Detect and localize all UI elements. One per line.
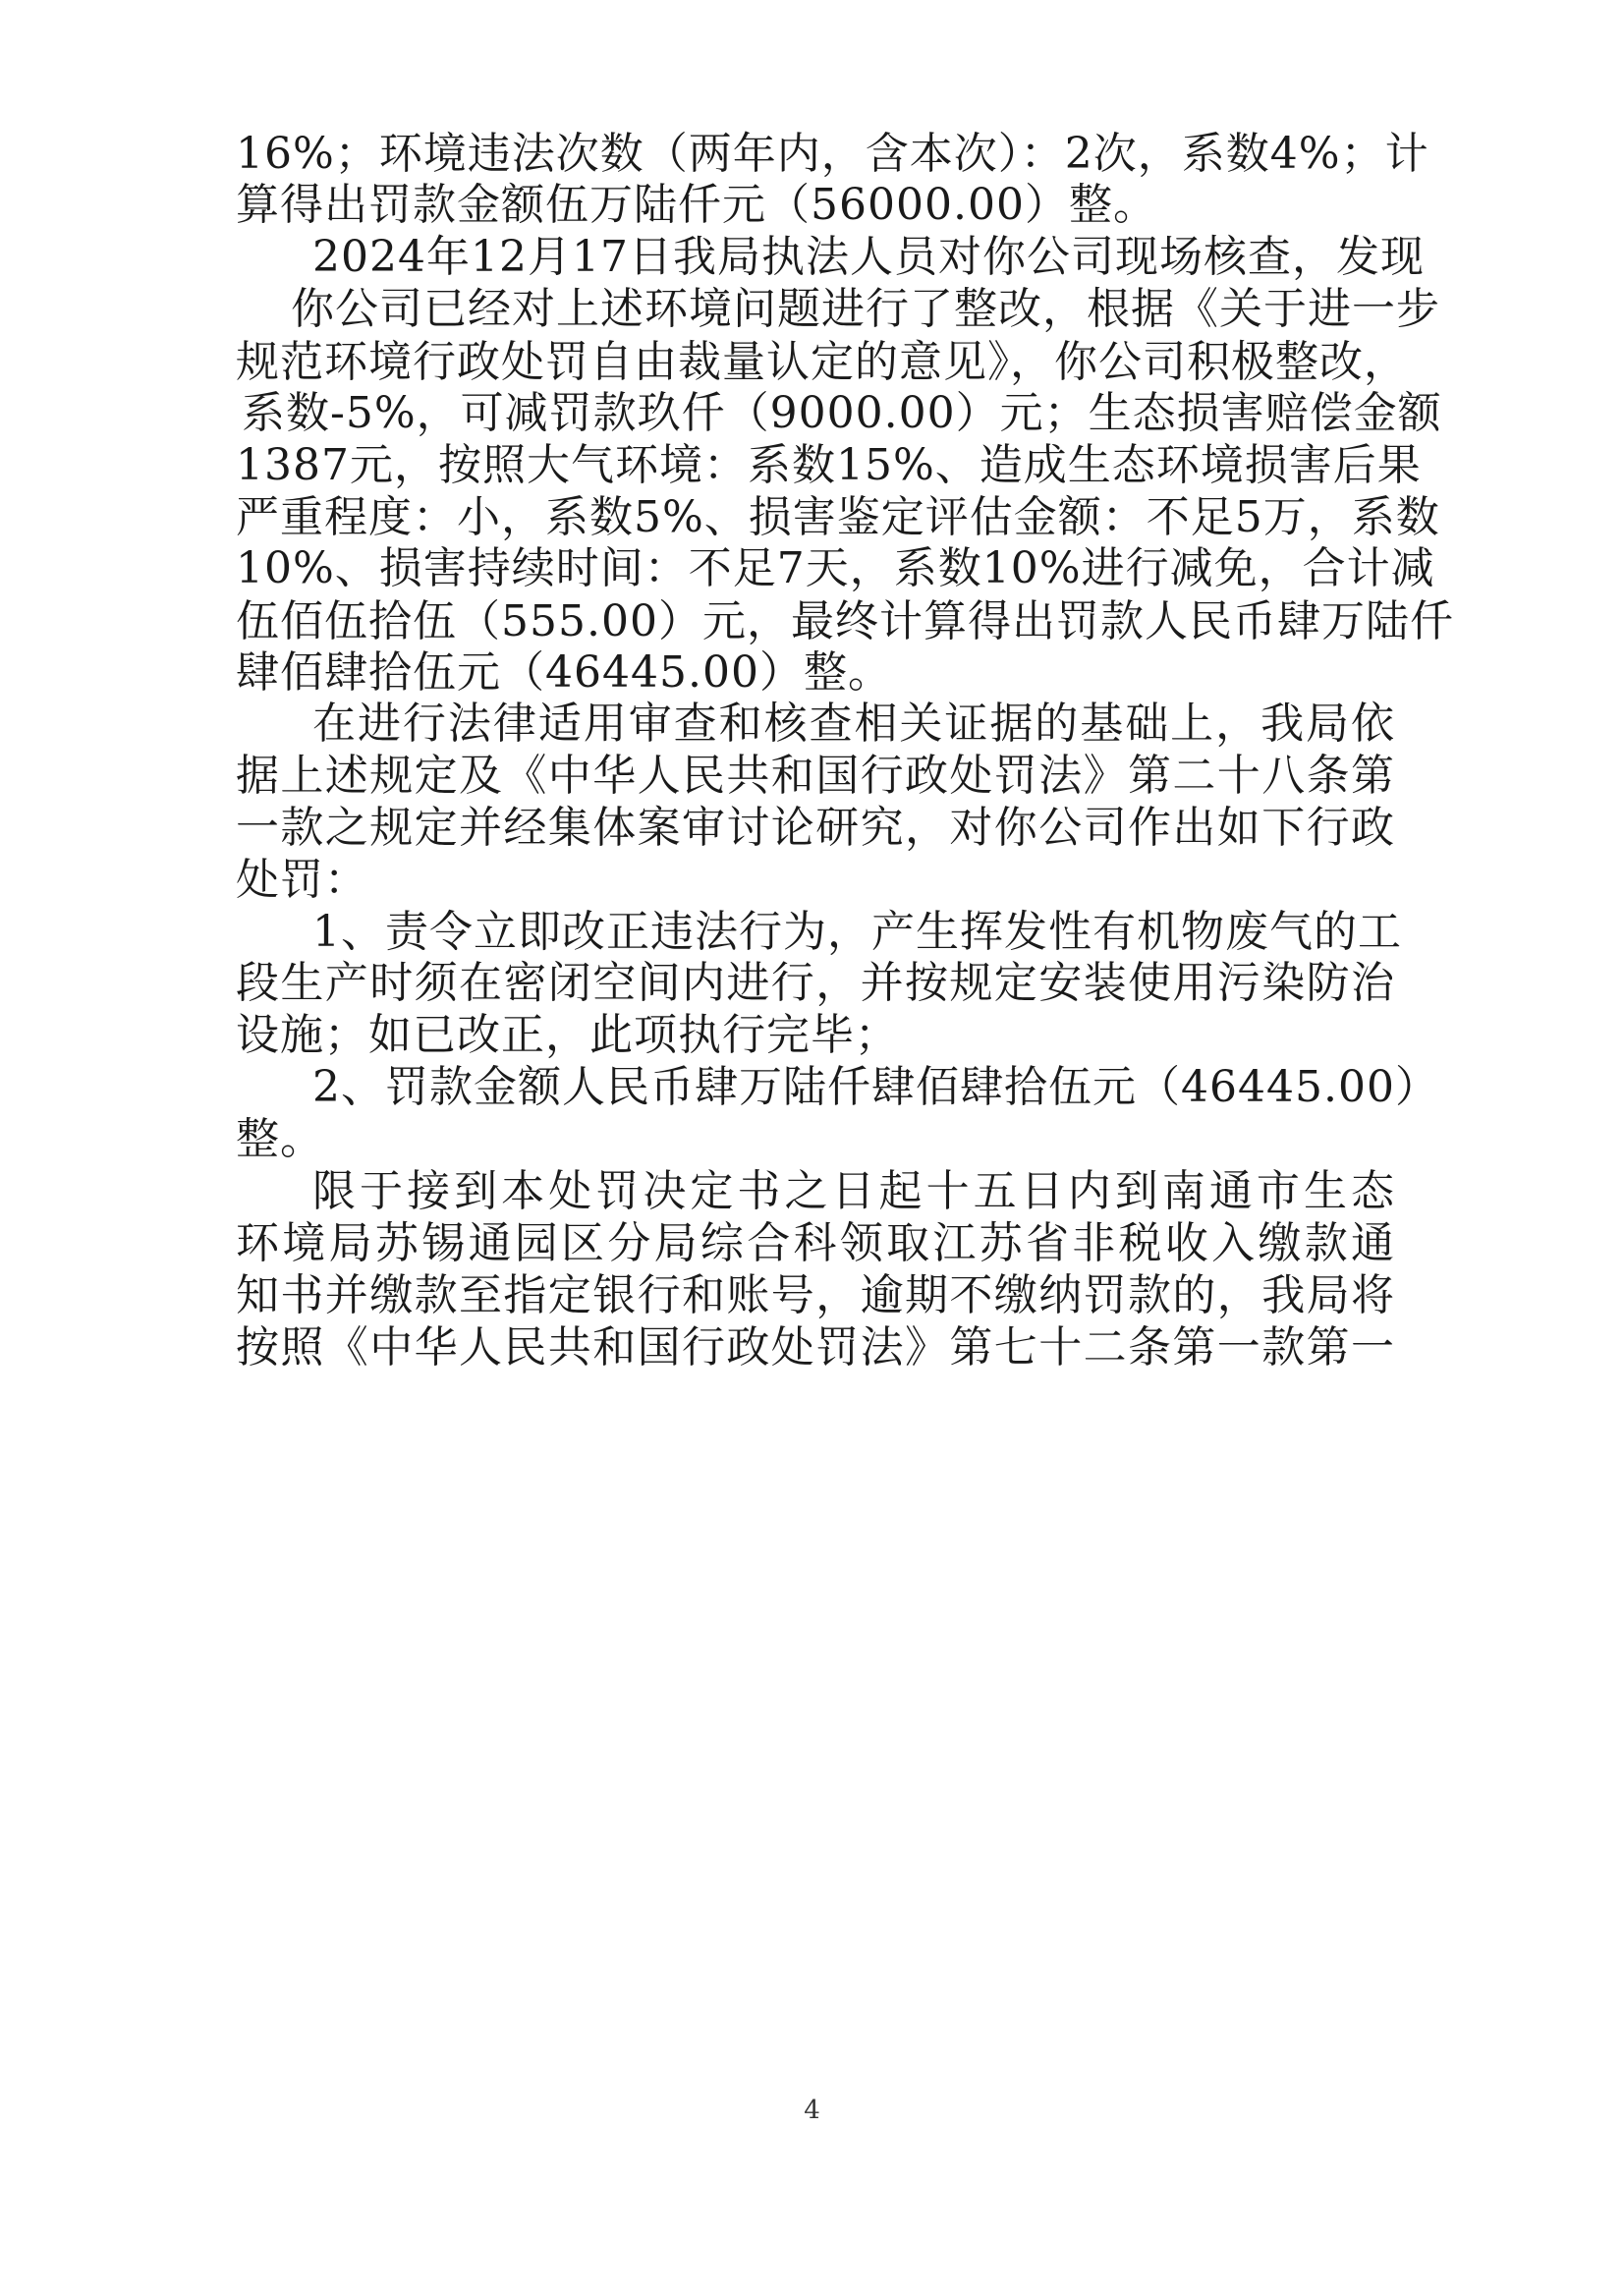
text-line-22: 环境局苏锡通园区分局综合科领取江苏省非税收入缴款通 [236,1218,1395,1268]
text-line-2: 算得出罚款金额伍万陆仟元（56000.00）整。 [236,180,1157,230]
text-line-21: 限于接到本处罚决定书之日起十五日内到南通市生态 [312,1166,1395,1216]
text-line-9: 10%、损害持续时间：不足7天，系数10%进行减免，合计减 [236,543,1435,593]
text-line-16: 1、责令立即改正违法行为，产生挥发性有机物废气的工 [312,907,1402,957]
text-line-5: 规范环境行政处罚自由裁量认定的意见》，你公司积极整改， [236,337,1408,387]
text-line-1: 16%；环境违法次数（两年内，含本次）：2次，系数4%；计 [236,129,1429,179]
text-line-8: 严重程度：小，系数5%、损害鉴定评估金额：不足5万，系数 [236,492,1440,542]
text-line-11: 肆佰肆拾伍元（46445.00）整。 [236,647,892,698]
text-line-10: 伍佰伍拾伍（555.00）元，最终计算得出罚款人民币肆万陆仟 [236,596,1454,646]
text-line-3: 2024年12月17日我局执法人员对你公司现场核查，发现 [312,232,1425,282]
text-line-19: 2、罚款金额人民币肆万陆仟肆佰肆拾伍元（46445.00） [312,1062,1439,1112]
text-line-20: 整。 [236,1114,324,1164]
page-number: 4 [804,2096,820,2125]
text-line-24: 按照《中华人民共和国行政处罚法》第七十二条第一款第一 [236,1322,1395,1372]
text-line-13: 据上述规定及《中华人民共和国行政处罚法》第二十八条第 [236,751,1395,801]
text-line-17: 段生产时须在密闭空间内进行，并按规定安装使用污染防治 [236,958,1395,1008]
text-line-7: 1387元，按照大气环境：系数15%、造成生态环境损害后果 [236,440,1422,490]
text-line-15: 处罚： [236,855,368,905]
text-line-14: 一款之规定并经集体案审讨论研究，对你公司作出如下行政 [236,803,1395,853]
text-line-4: 你公司已经对上述环境问题进行了整改，根据《关于进一步 [291,284,1440,334]
text-line-18: 设施；如已改正，此项执行完毕； [236,1010,899,1060]
text-line-23: 知书并缴款至指定银行和账号，逾期不缴纳罚款的，我局将 [236,1270,1395,1320]
text-line-12: 在进行法律适用审查和核查相关证据的基础上，我局依 [312,699,1395,749]
text-line-6: 系数-5%，可减罚款玖仟（9000.00）元；生态损害赔偿金额 [242,388,1442,438]
